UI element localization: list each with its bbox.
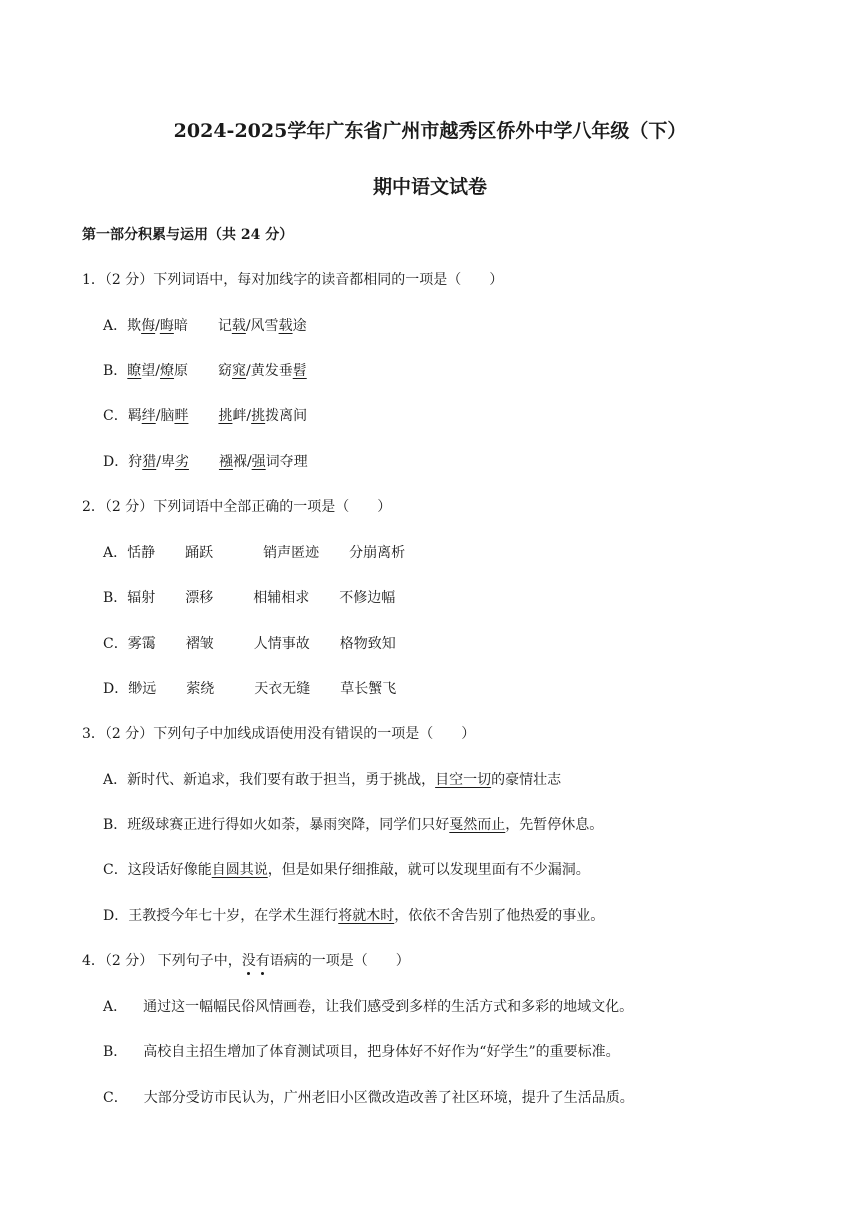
underlined-char: 绊 (141, 408, 156, 424)
underlined-idiom: 将就木时 (338, 908, 395, 924)
option-label: B． (103, 590, 128, 606)
underlined-idiom: 戛然而止 (449, 817, 506, 833)
q3-option-a: A．新时代、新追求，我们要有敢于担当，勇于挑战，目空一切的豪情壮志 (103, 772, 562, 788)
underlined-char: 劣 (174, 454, 189, 470)
underlined-char: 燎 (160, 363, 175, 379)
emphasis-dot-char: 有 (256, 950, 270, 970)
option-label: C． (103, 408, 128, 424)
q2-option-a: A．恬静 踊跃 销声匿迹 分崩离析 (103, 545, 406, 561)
option-label: D． (103, 908, 129, 924)
q2-option-b: B．辐射 漂移 相辅相求 不修边幅 (103, 590, 396, 606)
underlined-char: 挑 (251, 408, 266, 424)
option-label: A． (103, 772, 128, 788)
q2-option-d: D．缈远 萦绕 天衣无缝 草长蟹飞 (103, 681, 397, 697)
underlined-char: 载 (278, 318, 293, 334)
underlined-char: 强 (251, 454, 266, 470)
q3-option-c: C．这段话好像能自圆其说，但是如果仔细推敲，就可以发现里面有不少漏洞。 (103, 862, 590, 878)
exam-title-line2: 期中语文试卷 (372, 176, 487, 198)
underlined-char: 髫 (292, 363, 307, 379)
q1-option-a: A．欺侮/晦暗 记载/风雪载途 (103, 318, 307, 334)
option-label: A． (103, 999, 128, 1015)
option-label: C． (103, 636, 128, 652)
q4-option-c: C． 大部分受访市民认为，广州老旧小区微改造改善了社区环境，提升了生活品质。 (103, 1090, 634, 1106)
option-label: B． (103, 817, 128, 833)
q2-option-c: C．雾霭 褶皱 人情事故 格物致知 (103, 636, 396, 652)
underlined-char: 晦 (159, 318, 174, 334)
underlined-char: 襁 (218, 454, 233, 470)
underlined-idiom: 目空一切 (435, 772, 492, 788)
option-label: A． (103, 545, 128, 561)
q4-option-a: A． 通过这一幅幅民俗风情画卷，让我们感受到多样的生活方式和多彩的地域文化。 (103, 999, 634, 1015)
question-3-stem: 3．（2 分）下列句子中加线成语使用没有错误的一项是（ ） (82, 726, 476, 742)
emphasis-dot-char: 没 (242, 950, 256, 970)
underlined-char: 载 (231, 318, 246, 334)
option-label: D． (103, 681, 129, 697)
q1-option-d: D．狩猎/卑劣 襁褓/强词夺理 (103, 454, 308, 470)
underlined-char: 畔 (174, 408, 189, 424)
underlined-char: 挑 (218, 408, 233, 424)
question-2-stem: 2．（2 分）下列词语中全部正确的一项是（ ） (82, 499, 392, 515)
exam-title-line1: 2024-2025学年广东省广州市越秀区侨外中学八年级（下） (173, 120, 687, 142)
underlined-char: 瞭 (127, 363, 142, 379)
section-heading: 第一部分积累与运用（共 24 分） (82, 227, 294, 243)
option-label: B． (103, 1044, 128, 1060)
question-4-stem: 4．（2 分） 下列句子中，没有语病的一项是（ ） (82, 950, 410, 970)
question-1-stem: 1．（2 分）下列词语中，每对加线字的读音都相同的一项是（ ） (82, 272, 504, 288)
q1-option-c: C．羁绊/脑畔 挑衅/挑拨离间 (103, 408, 308, 424)
underlined-idiom: 自圆其说 (211, 862, 268, 878)
underlined-char: 猎 (142, 454, 157, 470)
option-label: B． (103, 363, 128, 379)
option-label: A． (103, 318, 128, 334)
option-label: C． (103, 862, 128, 878)
q3-option-d: D．王教授今年七十岁，在学术生涯行将就木时，依依不舍告别了他热爱的事业。 (103, 908, 605, 924)
option-label: D． (103, 454, 129, 470)
q4-option-b: B． 高校自主招生增加了体育测试项目，把身体好不好作为“好学生”的重要标准。 (103, 1044, 620, 1060)
q3-option-b: B．班级球赛正进行得如火如荼，暴雨突降，同学们只好戛然而止，先暂停休息。 (103, 817, 604, 833)
underlined-char: 窕 (232, 363, 247, 379)
q1-option-b: B．瞭望/燎原 窈窕/黄发垂髫 (103, 363, 307, 379)
underlined-char: 侮 (141, 318, 156, 334)
option-label: C． (103, 1090, 128, 1106)
